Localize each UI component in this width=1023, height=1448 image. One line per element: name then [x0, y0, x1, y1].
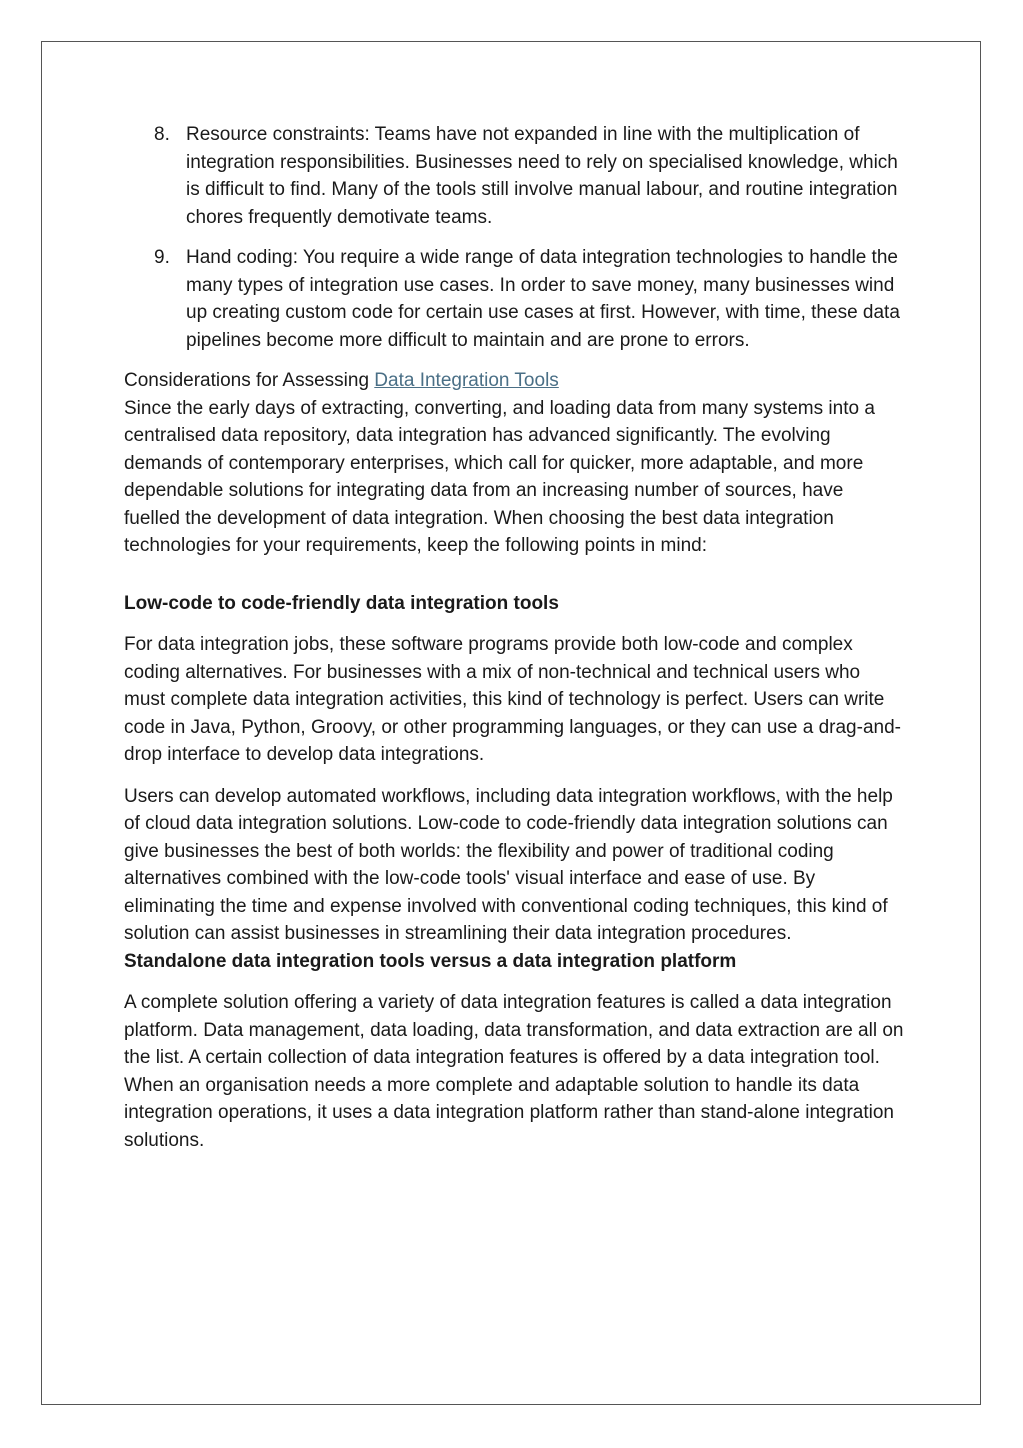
- document-body: [124, 121, 904, 1154]
- section-heading-low-code: Low-code to code-friendly data integration tools: [124, 592, 559, 614]
- list-item-text: Hand coding: You require a wide range of data integration technologies to handle the many types of integration use cases. In order to save money, many businesses wind up creating custom code for certain use cases at first. However, with time, these data pipelines become more difficult to maintain and are prone to errors.: [186, 247, 900, 351]
- considerations-paragraph: Since the early days of extracting, converting, and loading data from many systems into a centralised data repository, data integration has advanced significantly. The evolving demands of contemporary enterprises, which call for quicker, more adaptable, and more dependable solutions for integrating data from an increasing number of sources, have fuelled the development of data integration. When choosing the best data integration technologies for your requirements, keep the following points in mind:: [124, 397, 875, 556]
- data-integration-tools-link[interactable]: Data Integration Tools: [374, 370, 559, 391]
- list-number: 8.: [154, 124, 170, 145]
- considerations-prefix: Considerations for Assessing: [124, 370, 375, 391]
- low-code-paragraph-1: For data integration jobs, these software programs provide both low-code and complex coding alternatives. For businesses with a mix of non-technical and technical users who must complete data integration activities, this kind of technology is perfect. Users can write code in Java, Python, Groovy, or other programming languages, or they can use a drag-and-drop interface to develop data integrations.: [124, 634, 901, 765]
- list-number: 9.: [154, 247, 170, 268]
- section-heading-standalone: Standalone data integration tools versus a data integration platform: [124, 950, 737, 972]
- numbered-list: [124, 121, 904, 354]
- list-item-text: Resource constraints: Teams have not expanded in line with the multiplication of integration responsibilities. Businesses need to rely on specialised knowledge, which is difficult to find. Many of the tools still involve manual labour, and routine integration chores frequently demotivate teams.: [186, 124, 898, 228]
- list-item: [124, 244, 904, 354]
- list-item: [124, 121, 904, 231]
- standalone-paragraph: A complete solution offering a variety of data integration features is called a data integration platform. Data management, data loading, data transformation, and data extraction are all on the list. A certain collection of data integration features is offered by a data integration tool. When an organisation needs a more complete and adaptable solution to handle its data integration operations, it uses a data integration platform rather than stand-alone integration solutions.: [124, 992, 904, 1151]
- low-code-paragraph-2: Users can develop automated workflows, including data integration workflows, with the help of cloud data integration solutions. Low-code to code-friendly data integration solutions can give businesses the best of both worlds: the flexibility and power of traditional coding alternatives combined with the low-code tools' visual interface and ease of use. By eliminating the time and expense involved with conventional coding techniques, this kind of solution can assist businesses in streamlining their data integration procedures.: [124, 785, 893, 944]
- considerations-title: [124, 367, 904, 395]
